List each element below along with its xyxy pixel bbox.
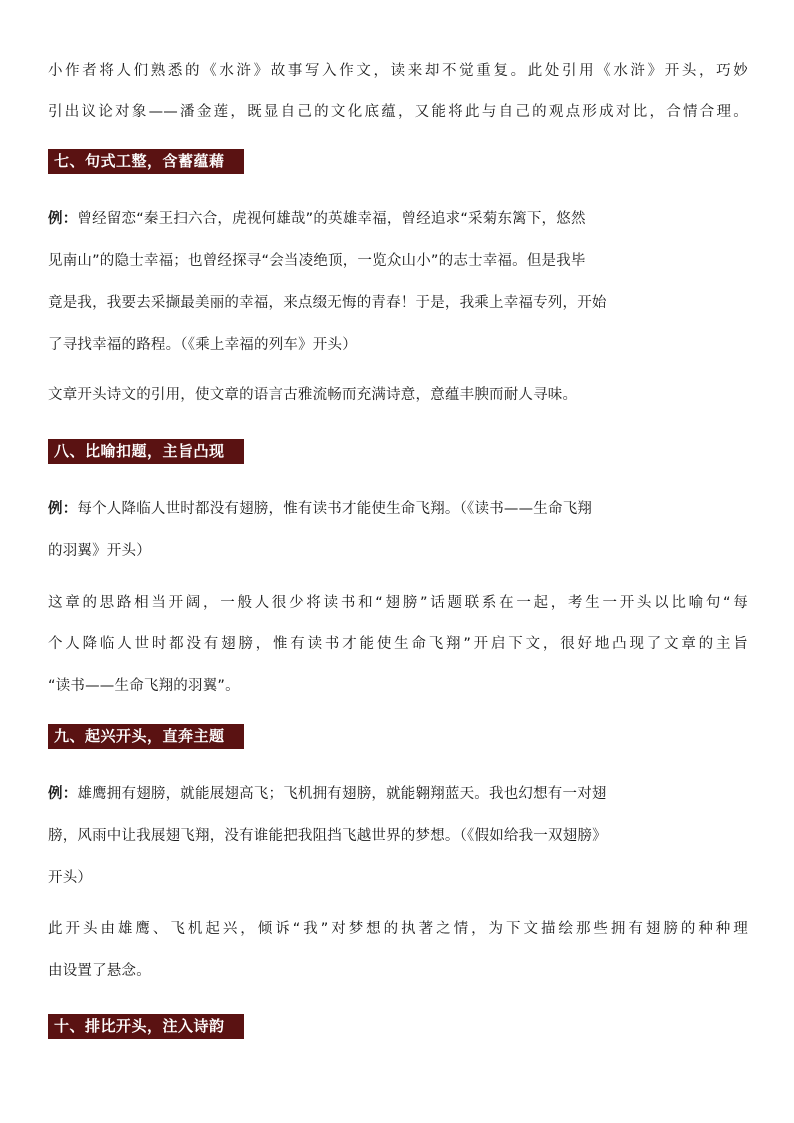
example-7-line-4: 了寻找幸福的路程。（《乘上幸福的列车》开头） xyxy=(48,337,357,353)
comment-7-line-1: 文章开头诗文的引用，使文章的语言古雅流畅而充满诗意，意蕴丰腴而耐人寻味。 xyxy=(48,387,578,403)
intro-line-2: 引出议论对象——潘金莲，既显自己的文化底蕴，又能将此与自己的观点形成对比，合情合理。 xyxy=(48,104,748,120)
section-heading-9: 九、起兴开头，直奔主题 xyxy=(48,724,244,749)
example-label: 例： xyxy=(48,501,78,517)
section-heading-8: 八、比喻扣题，主旨凸现 xyxy=(48,439,244,464)
example-label: 例： xyxy=(48,786,78,802)
example-7-line-2: 见南山”的隐士幸福；也曾经探寻“会当凌绝顶，一览众山小”的志士幸福。但是我毕 xyxy=(48,253,586,269)
comment-8-line-2: 个人降临人世时都没有翅膀，惟有读书才能使生命飞翔”开启下文，很好地凸现了文章的主旨 xyxy=(48,636,748,652)
example-text: 雄鹰拥有翅膀，就能展翅高飞；飞机拥有翅膀，就能翱翔蓝天。我也幻想有一对翅 xyxy=(77,786,607,802)
example-text: 曾经留恋“秦王扫六合，虎视何雄哉”的英雄幸福，曾经追求“采菊东篱下，悠然 xyxy=(77,211,586,227)
section-heading-10: 十、排比开头，注入诗韵 xyxy=(48,1014,244,1039)
example-9-line-2: 膀，风雨中让我展翅飞翔，没有谁能把我阻挡飞越世界的梦想。（《假如给我一双翅膀》 xyxy=(48,828,607,844)
example-7-line-3: 竟是我，我要去采撷最美丽的幸福，来点缀无悔的青春！于是，我乘上幸福专列，开始 xyxy=(48,295,607,311)
intro-line-1: 小作者将人们熟悉的《水浒》故事写入作文，读来却不觉重复。此处引用《水浒》开头，巧妙 xyxy=(48,63,748,79)
comment-8-line-1: 这章的思路相当开阔，一般人很少将读书和“翅膀”话题联系在一起，考生一开头以比喻句“每 xyxy=(48,595,748,611)
example-text: 每个人降临人世时都没有翅膀，惟有读书才能使生命飞翔。（《读书——生命飞翔 xyxy=(77,501,593,517)
example-8-line-1 xyxy=(48,499,592,519)
comment-9-line-2: 由设置了悬念。 xyxy=(48,963,151,979)
example-7-line-1 xyxy=(48,209,586,229)
comment-8-line-3: “读书——生命飞翔的羽翼”。 xyxy=(48,678,240,694)
example-9-line-1 xyxy=(48,784,607,804)
example-9-line-3: 开头） xyxy=(48,870,93,886)
section-heading-7: 七、句式工整，含蓄蕴藉 xyxy=(48,149,244,174)
example-label: 例： xyxy=(48,211,78,227)
comment-9-line-1: 此开头由雄鹰、飞机起兴，倾诉“我”对梦想的执著之情，为下文描绘那些拥有翅膀的种种理 xyxy=(48,921,748,937)
example-8-line-2: 的羽翼》开头） xyxy=(48,543,151,559)
